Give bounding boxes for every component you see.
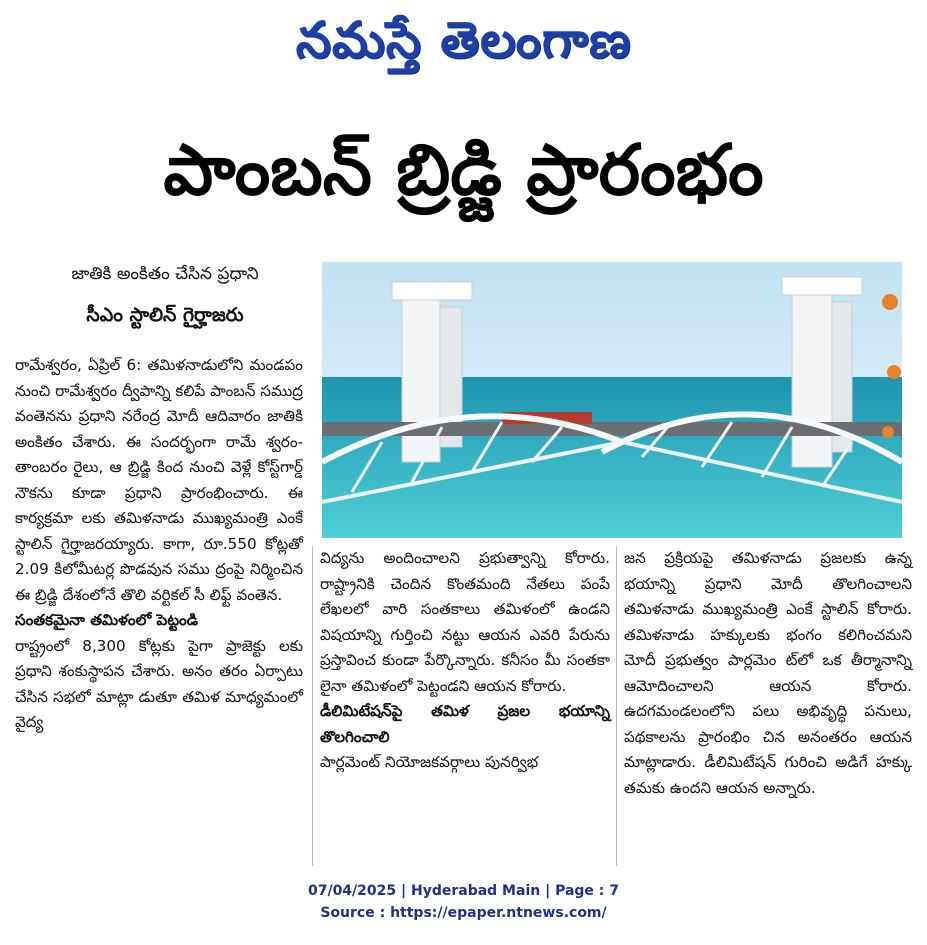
article-paragraph: పార్లమెంట్ నియోజకవర్గాలు పునర్విభ (320, 753, 539, 771)
column-divider (616, 546, 617, 866)
article-paragraph: రాష్ట్రంలో 8,300 కోట్లకు పైగా ప్రాజెక్టు లకు ప్రధాని శంకుస్థాపన చేశారు. అనం తరం ఏర్పాటు చేసిన సభలో మాట్లా డుతూ తమిళ మాధ్యమంలో వైద్య (15, 636, 303, 731)
article-paragraph: రామేశ్వరం, ఏప్రిల్ 6: తమిళనాడులోని మండపం నుంచి రామేశ్వరం ద్వీపాన్ని కలిపే పాంబన్ సముద్ర వంతెనను ప్రధాని నరేంద్ర మోదీ ఆదివారం జాతికి అంకితం చేశారు. ఈ సందర్భంగా రామే శ్వరం-తాంబరం రైలు, ఆ బ్రిడ్జి కింద నుంచి వెళ్లే కోస్ట్‌గార్డ్ నౌకను కూడా ప్రధాని ప్రారంభించారు. ఈ కార్యక్రమా లకు తమిళనాడు ముఖ్యమంత్రి ఎంకే స్టాలిన్ గైర్హాజరయ్యారు. కాగా, రూ.550 కోట్లతో 2.09 కిలోమీటర్ల పొడవున సము ద్రంపై నిర్మించిన ఈ బ్రిడ్జి దేశంలోనే తొలి వర్టికల్ సీ లిఫ్ట్ వంతెన. (15, 356, 303, 604)
article-crosshead: సంతకమైనా తమిళంలో పెట్టండి (15, 611, 198, 629)
article-subhead: సీఎం స్టాలిన్ గైర్హాజరు (86, 304, 244, 326)
article-crosshead: డీలిమిటేషన్‌పై తమిళ ప్రజల భయాన్ని తొలగించాలి (320, 702, 610, 746)
masthead-title: నమస్తే తెలంగాణ (295, 10, 632, 69)
article-paragraph: జన ప్రక్రియపై తమిళనాడు ప్రజలకు ఉన్న భయాన్ని ప్రధాని మోదీ తొలగించాలని తమిళనాడు ముఖ్యమంత్రి ఎంకే స్టాలిన్ కోరారు. తమిళనాడు హక్కులకు భంగం కలిగించమని మోదీ ప్రభుత్వం పార్లమెం ట్‌లో ఒక తీర్మానాన్ని ఆమోదించాలని ఆయన కోరారు. ఉదగమండలంలోని పలు అభివృద్ధి పనులు, పథకాలను ప్రారంభిం చిన అనంతరం ఆయన మాట్లాడారు. డీలిమిటేషన్ గురించి అడిగే హక్కు తమకు ఉందని ఆయన అన్నారు. (624, 549, 912, 797)
article-column-1 (15, 353, 303, 736)
article-column-2 (320, 546, 610, 776)
footer-source-link[interactable]: Source : https://epaper.ntnews.com/ (320, 905, 607, 921)
page-footer (0, 880, 927, 924)
article-column-3 (624, 546, 912, 801)
footer-date-edition: 07/04/2025 | Hyderabad Main | Page : 7 (307, 883, 620, 899)
article-paragraph: విద్యను అందించాలని ప్రభుత్వాన్ని కోరారు. రాష్ట్రానికి చెందిన కొంతమంది నేతలు పంపే లేఖలలో వారి సంతకాలు తమిళంలో ఉండని విషయాన్ని గుర్తించి నట్టు ఆయన ఎవరి పేరును ప్రస్తావించ కుండా పేర్కొన్నారు. కనీసం మీ సంతకా లైనా తమిళంలో పెట్టండని ఆయన కోరారు. (320, 549, 610, 695)
article-kicker: జాతికి అంకితం చేసిన ప్రధాని (71, 264, 259, 284)
bridge-photo (322, 262, 902, 538)
article-headline: పాంబన్ బ్రిడ్జి ప్రారంభం (163, 129, 764, 211)
column-divider (312, 546, 313, 866)
